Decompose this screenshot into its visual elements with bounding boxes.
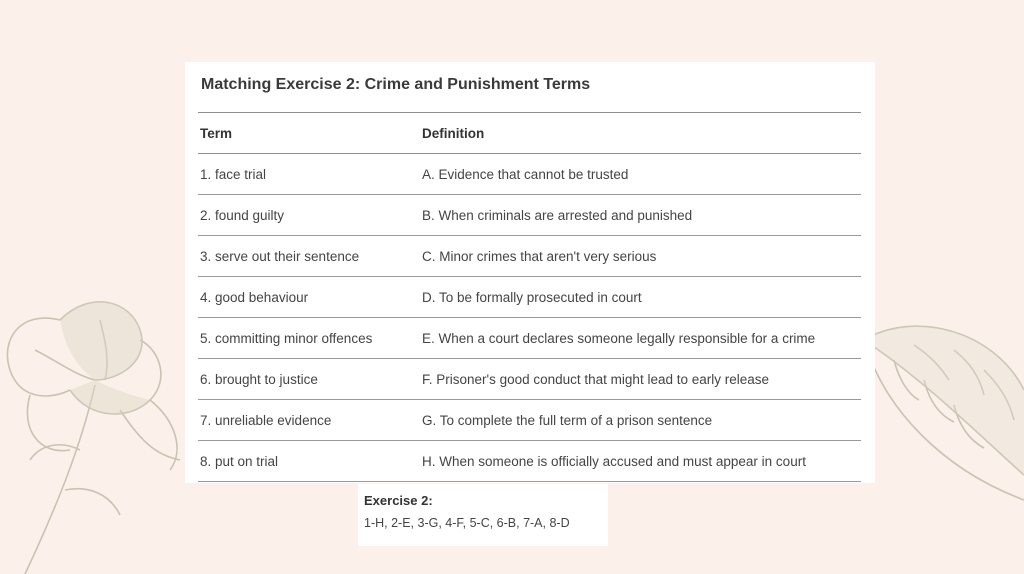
- definition-cell: F. Prisoner's good conduct that might lead to early release: [420, 359, 861, 400]
- table-row: [198, 195, 861, 236]
- answer-key-title: Exercise 2:: [364, 493, 433, 508]
- term-cell: 7. unreliable evidence: [198, 400, 420, 441]
- term-cell: 2. found guilty: [198, 195, 420, 236]
- definition-cell: A. Evidence that cannot be trusted: [420, 154, 861, 195]
- term-cell: 1. face trial: [198, 154, 420, 195]
- definition-cell: E. When a court declares someone legally responsible for a crime: [420, 318, 861, 359]
- term-cell: 3. serve out their sentence: [198, 236, 420, 277]
- flower-decoration-icon: [0, 280, 200, 574]
- table-row: [198, 236, 861, 277]
- leaf-decoration-icon: [854, 300, 1024, 510]
- exercise-title: Matching Exercise 2: Crime and Punishment Terms: [201, 76, 591, 93]
- table-row: [198, 441, 861, 482]
- table-row: [198, 318, 861, 359]
- term-cell: 4. good behaviour: [198, 277, 420, 318]
- definition-cell: H. When someone is officially accused and must appear in court: [420, 441, 861, 482]
- table-row: [198, 400, 861, 441]
- definition-cell: C. Minor crimes that aren't very serious: [420, 236, 861, 277]
- definition-cell: D. To be formally prosecuted in court: [420, 277, 861, 318]
- term-cell: 6. brought to justice: [198, 359, 420, 400]
- term-cell: 5. committing minor offences: [198, 318, 420, 359]
- answer-key-box: [358, 484, 608, 546]
- answer-key-text: 1-H, 2-E, 3-G, 4-F, 5-C, 6-B, 7-A, 8-D: [364, 516, 570, 530]
- matching-table: [198, 112, 861, 482]
- definition-cell: B. When criminals are arrested and punished: [420, 195, 861, 236]
- table-header-row: [198, 113, 861, 154]
- definition-cell: G. To complete the full term of a prison sentence: [420, 400, 861, 441]
- table-row: [198, 277, 861, 318]
- matching-exercise-card: [185, 62, 875, 483]
- table-row: [198, 359, 861, 400]
- definition-column-header: Definition: [420, 113, 861, 154]
- term-cell: 8. put on trial: [198, 441, 420, 482]
- table-row: [198, 154, 861, 195]
- term-column-header: Term: [198, 113, 420, 154]
